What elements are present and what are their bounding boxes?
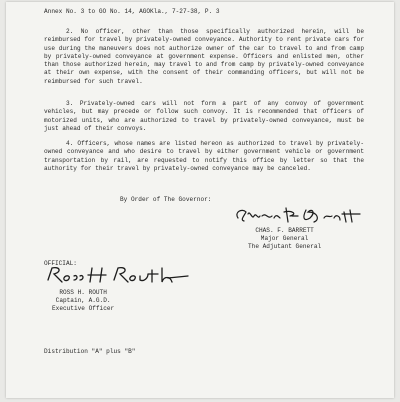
signature-routh xyxy=(44,264,192,286)
signer2-rank: Captain, A.G.D. xyxy=(55,297,111,304)
paragraph-2: 2. No officer, other than those specifically authorized herein, will be reimbursed for travel by privately-owned conveyance. Authority to rent private cars for use during the maneuvers does not authorize owner of the car to travel to and from camp by privately-owned conveyance at government expense. Officers and enlisted men, other than those authorized herein, may travel to and from camp by privately-owned conveyance at their own expense, with the consent of their commanding officers, but will not be reimbursed for such travel. xyxy=(44,28,364,85)
signer2-block xyxy=(52,289,114,313)
document-header: Annex No. 3 to GO No. 14, AGOKla., 7-27-38, P. 3 xyxy=(44,8,220,15)
by-order-line: By Order of The Governor: xyxy=(120,196,212,203)
signer1-rank: Major General xyxy=(260,235,309,242)
document-page xyxy=(6,2,394,398)
signer2-title: Executive Officer xyxy=(52,305,115,312)
signer1-title: The Adjutant General xyxy=(248,243,322,250)
paragraph-4: 4. Officers, whose names are listed hereon as authorized to travel by privately-owned conveyance and who desire to travel by either government vehicle or government transportation by rail, are requested to notify this office by letter so that the authority for their travel by privately-owned conveyance may be canceled. xyxy=(44,140,364,172)
official-label: OFFICIAL: xyxy=(44,260,77,267)
signer1-name: CHAS. F. BARRETT xyxy=(255,227,314,234)
signer2-name: ROSS H. ROUTH xyxy=(59,289,107,296)
signer1-block xyxy=(248,227,321,251)
distribution-line: Distribution "A" plus "B" xyxy=(44,348,136,355)
paragraph-3: 3. Privately-owned cars will not form a part of any convoy of government vehicles, but may precede or follow such convoy. It is recommended that officers of motorized units, who are authorized to travel by privately-owned conveyance, must be just ahead of their convoys. xyxy=(44,100,364,132)
signature-barrett xyxy=(232,204,372,226)
